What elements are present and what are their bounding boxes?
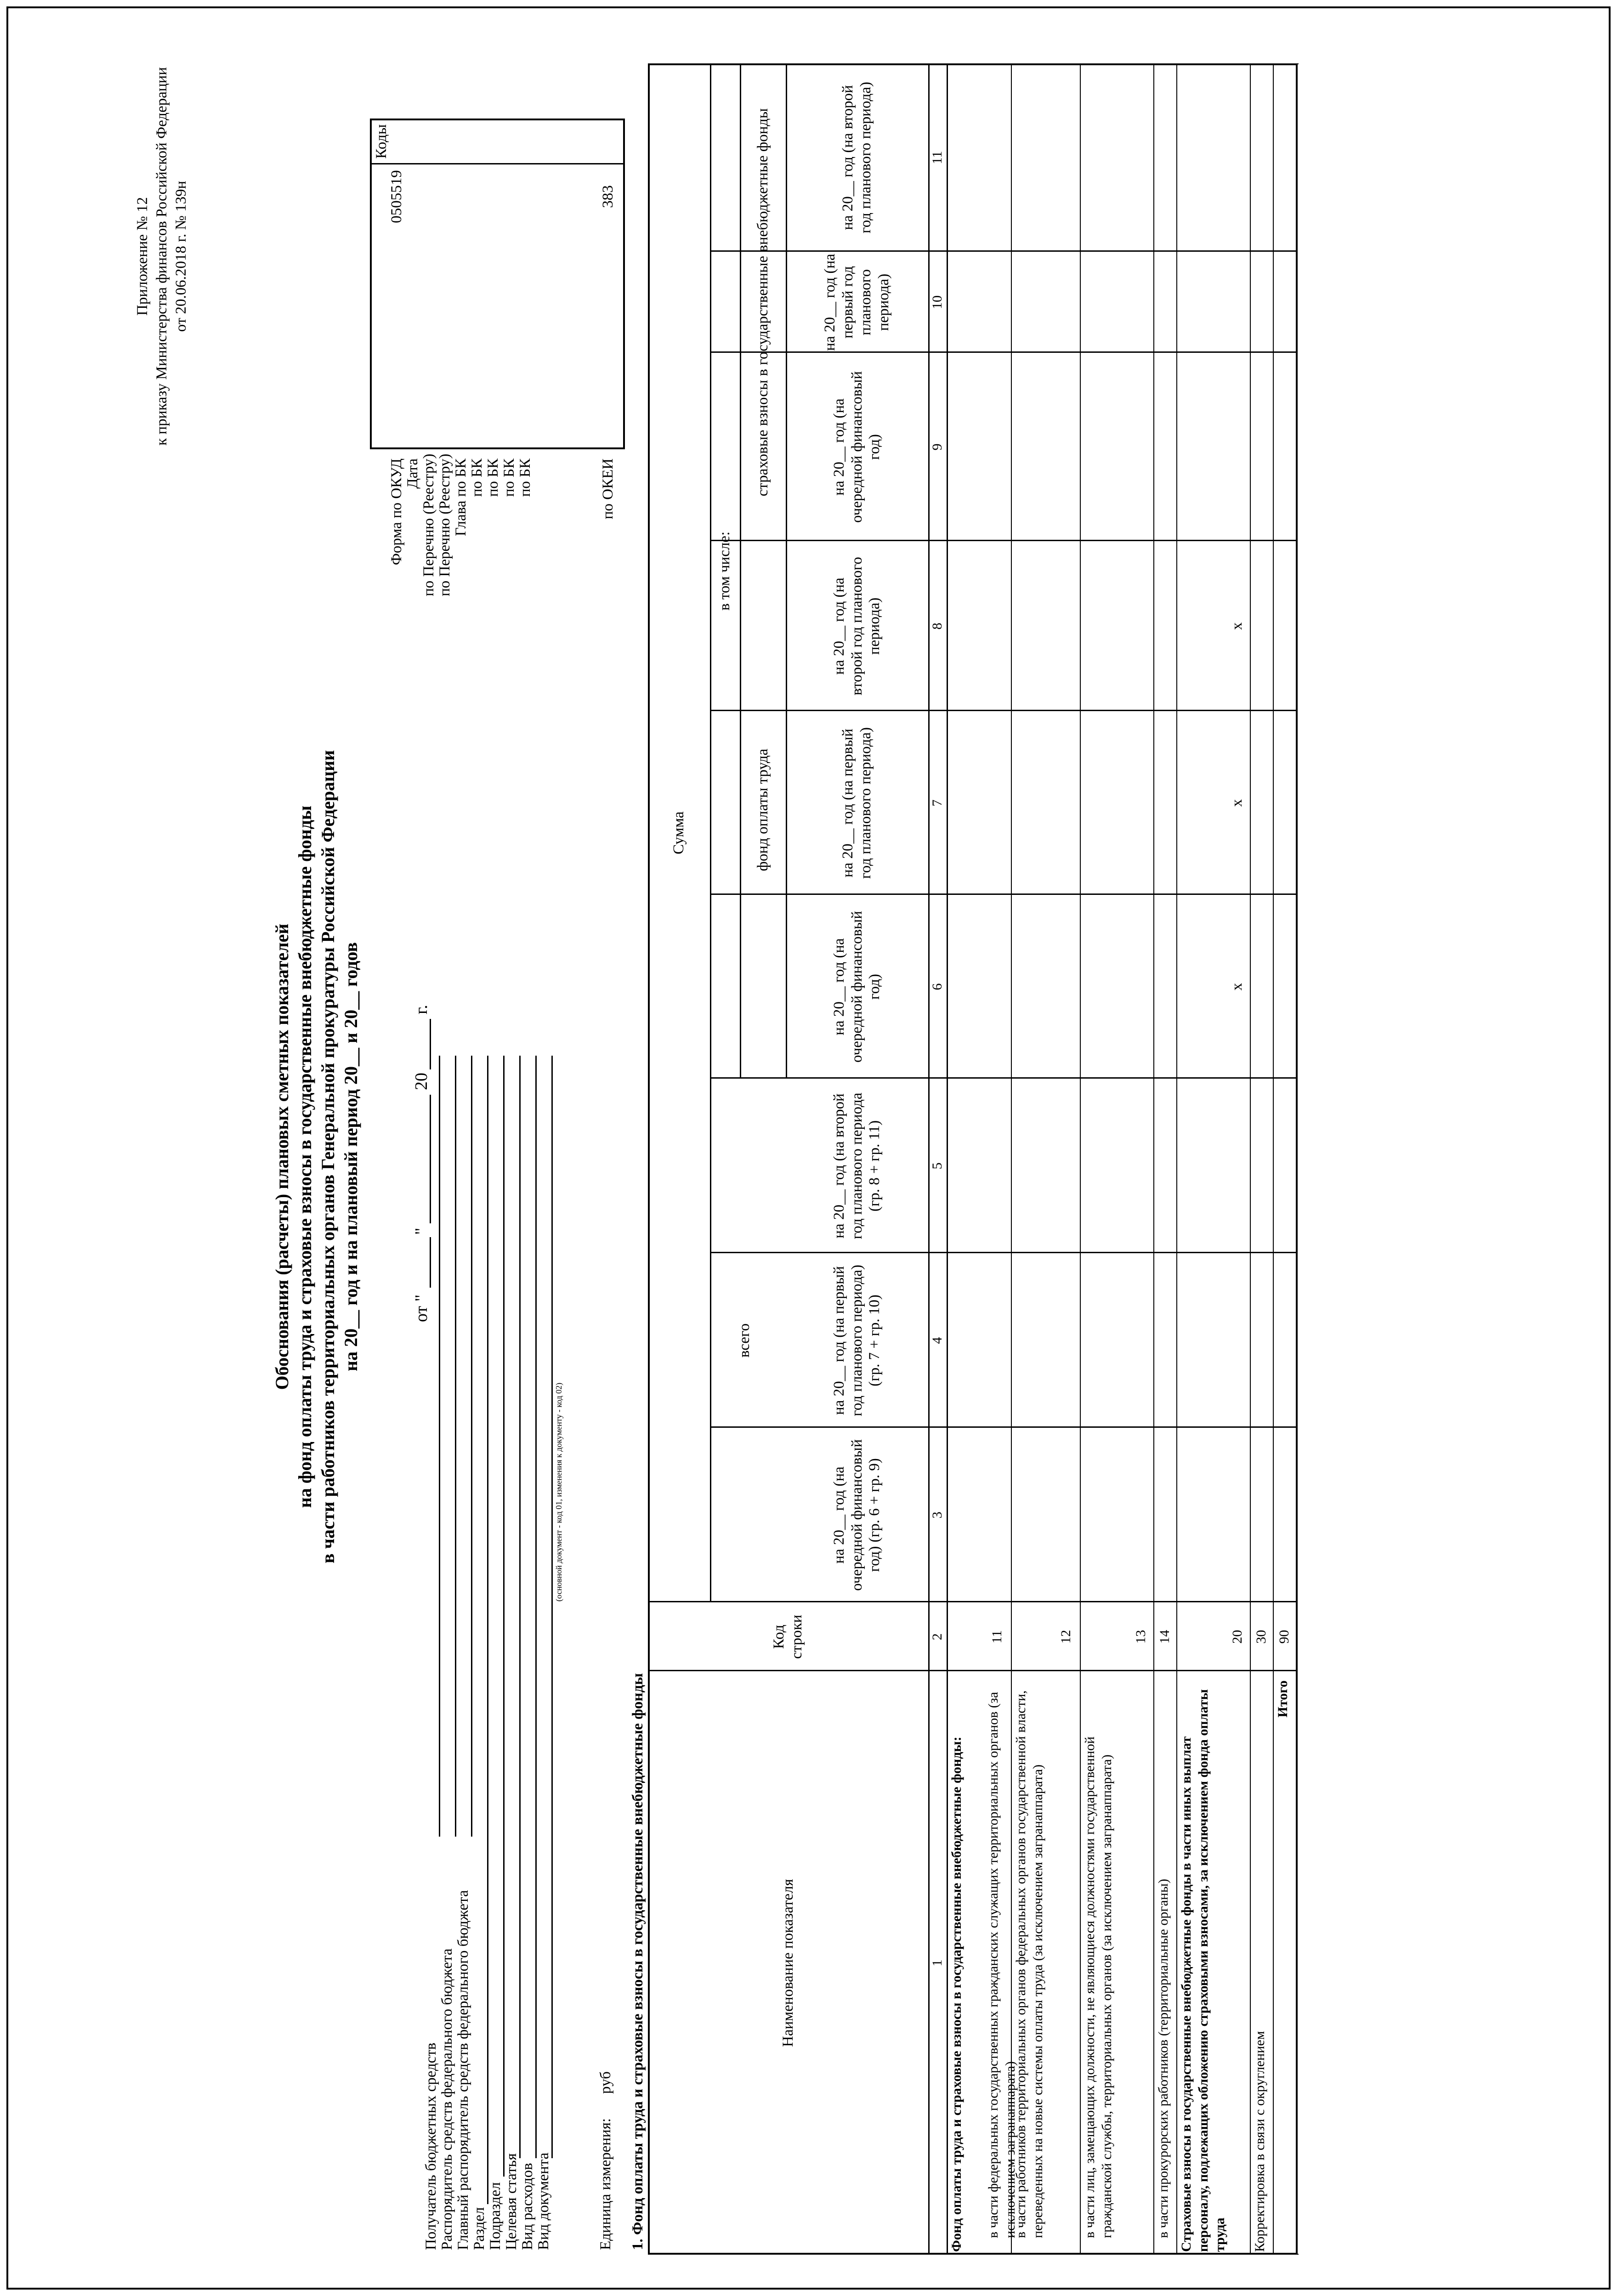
field-section: Раздел xyxy=(471,2207,488,2250)
row-3-code: 13 xyxy=(1133,1630,1148,1644)
date-label: Дата xyxy=(404,458,421,489)
field-chief-manager-line xyxy=(471,1056,472,1837)
field-doc-type-note: (основной документ - код 01, изменения к документу - код 02) xyxy=(554,1382,563,1602)
row-0-label: Фонд оплаты труда и страховые взносы в государственные внебюджетные фонды: xyxy=(949,1736,964,2252)
colnum-1: 1 xyxy=(930,1959,945,1967)
row-5-x-col8: x xyxy=(1229,622,1246,630)
codes-box xyxy=(370,119,625,449)
col-sub-10: на 20__ год (на первый год планового периода) xyxy=(822,254,892,351)
colnum-7: 7 xyxy=(930,799,945,807)
col-header-sum: Сумма xyxy=(670,811,687,854)
col-header-incl: в том числе: xyxy=(716,532,733,611)
date-from: от " xyxy=(412,1294,431,1322)
row-3-label: в части лиц, замещающих должности, не являющиеся должностями государственной гражданской службы, территориальных органов (за исключением загранаппарата) xyxy=(1082,1736,1114,2238)
col-header-total: всего xyxy=(736,1323,753,1358)
title-line1: Обоснования (расчеты) плановых сметных показателей xyxy=(272,923,292,1390)
col-sub-6: на 20__ год (на очередной финансовый год) xyxy=(830,910,883,1063)
table-bottom-border xyxy=(1296,63,1298,2255)
bk1-label: по БК xyxy=(469,458,485,497)
colnum-5: 5 xyxy=(930,1162,945,1170)
field-expense-type: Вид расходов xyxy=(519,2163,536,2250)
reestr2-label: по Перечню (Реестру) xyxy=(437,453,453,596)
date-month-line xyxy=(430,1095,431,1223)
date-year: 20 xyxy=(412,1073,431,1090)
col-sub-9: на 20__ год (на очередной финансовый год) xyxy=(830,371,883,523)
field-recipient: Получатель бюджетных средств xyxy=(423,2042,439,2250)
field-doc-type-line xyxy=(551,1056,553,2158)
codes-box-top-divider xyxy=(370,163,625,164)
col-sub-8: на 20__ год (на второй год планового периода) xyxy=(830,557,883,696)
col-sub-11: на 20__ год (на второй год планового периода) xyxy=(840,82,874,233)
field-manager: Распорядитель средств федерального бюджета xyxy=(439,1948,455,2250)
row-5-x-col7: x xyxy=(1229,799,1246,807)
col-header-name: Наименование показателя xyxy=(779,1879,796,2047)
appendix-line1: Приложение № 12 xyxy=(134,197,151,316)
row-5-label: Страховые взносы в государственные внебюджетные фонды в части иных выплат персоналу, подлежащих обложению страховыми взносами, за исключением фонда оплаты труда xyxy=(1179,1689,1228,2252)
col-header-code: Код строки xyxy=(771,1614,805,1659)
appendix-line3: от 20.06.2018 г. № 139н xyxy=(173,181,189,332)
colnum-10: 10 xyxy=(930,295,945,309)
bk3-label: по БК xyxy=(501,458,517,497)
field-subsection: Подраздел xyxy=(487,2182,504,2250)
codes-header: Коды xyxy=(373,124,390,159)
title-line4: на 20__ год и на плановый период 20__ и 20__ годов xyxy=(340,942,361,1371)
bk4-label: по БК xyxy=(517,458,533,497)
okei-value: 383 xyxy=(600,185,616,208)
colnum-9: 9 xyxy=(930,443,945,451)
reestr1-label: по Перечню (Реестру) xyxy=(420,453,437,596)
row-4-label: в части прокурорских работников (территориальные органы) xyxy=(1156,1878,1171,2238)
field-doc-type: Вид документа xyxy=(535,2152,552,2250)
field-target-line xyxy=(519,1056,521,2158)
appendix-line2: к приказу Министерства финансов Российской Федерации xyxy=(153,67,170,446)
colnum-8: 8 xyxy=(930,622,945,630)
glava-label: Глава по БК xyxy=(453,458,469,537)
unit-label: Единица измерения: xyxy=(597,2118,614,2250)
row-2-code: 12 xyxy=(1058,1630,1074,1644)
field-expense-type-line xyxy=(535,1056,537,2158)
colnum-4: 4 xyxy=(930,1337,945,1344)
row-1-code: 11 xyxy=(989,1630,1005,1644)
unit-value: руб xyxy=(597,2071,614,2094)
field-subsection-line xyxy=(503,1056,505,2177)
okei-label: по ОКЕИ xyxy=(600,458,616,520)
title-line3: в части работников территориальных органов Генеральной прокуратуры Российской Федерации xyxy=(318,750,338,1564)
row-6-label: Корректировка в связи с округлением xyxy=(1252,2031,1267,2252)
colnum-3: 3 xyxy=(930,1511,945,1519)
row-2-label: в части работников территориальных органов федеральных органов государственной власти, переведенных на новые системы оплаты труда (за исключением загранаппарата) xyxy=(1013,1690,1045,2238)
title-line2: на фонд оплаты труда и страховые взносы в государственные внебюджетные фонды xyxy=(295,805,315,1508)
row-1-label: в части федеральных государственных гражданских служащих территориальных органов (за исключением загранаппарата) xyxy=(986,1691,1018,2238)
okud-label: Форма по ОКУД xyxy=(388,458,405,566)
colnum-11: 11 xyxy=(930,151,945,164)
colnum-6: 6 xyxy=(930,983,945,990)
section-title: 1. Фонд оплаты труда и страховые взносы в государственные внебюджетные фонды xyxy=(630,1673,646,2250)
col-sub-3: на 20__ год (на очередной финансовый год) (гр. 6 + гр. 9) xyxy=(830,1439,883,1591)
field-manager-line xyxy=(455,1056,456,1837)
row-4-code: 14 xyxy=(1157,1630,1173,1644)
col-header-fot: фонд оплаты труда xyxy=(754,748,771,871)
field-recipient-line xyxy=(439,1056,440,1837)
row-6-code: 30 xyxy=(1254,1630,1269,1644)
okud-value: 0505519 xyxy=(388,170,405,223)
col-sub-7: на 20__ год (на первый год планового периода) xyxy=(840,727,874,879)
colnum-2: 2 xyxy=(930,1633,945,1640)
col-header-ins: страховые взносы в государственные внебюджетные фонды xyxy=(754,108,771,497)
col-sub-5: на 20__ год (на второй год планового периода (гр. 8 + гр. 11) xyxy=(830,1092,883,1239)
field-section-line xyxy=(487,1056,488,2204)
field-chief-manager: Главный распорядитель средств федерального бюджета xyxy=(455,1890,471,2250)
row-5-x-col6: x xyxy=(1229,983,1246,991)
row-7-code: 90 xyxy=(1277,1630,1292,1644)
row-7-label: Итого xyxy=(1275,1680,1290,1718)
col-sub-4: на 20__ год (на первый год планового периода) (гр. 7 + гр. 10) xyxy=(830,1265,883,1416)
date-g: г. xyxy=(412,1005,431,1014)
table-bottom-cover xyxy=(1299,61,1574,2256)
field-target: Целевая статья xyxy=(503,2153,520,2250)
date-day-line xyxy=(430,1237,431,1288)
date-year-line xyxy=(430,1019,431,1069)
bk2-label: по БК xyxy=(485,458,501,497)
date-quote: " xyxy=(412,1227,431,1235)
row-5-code: 20 xyxy=(1229,1630,1245,1644)
